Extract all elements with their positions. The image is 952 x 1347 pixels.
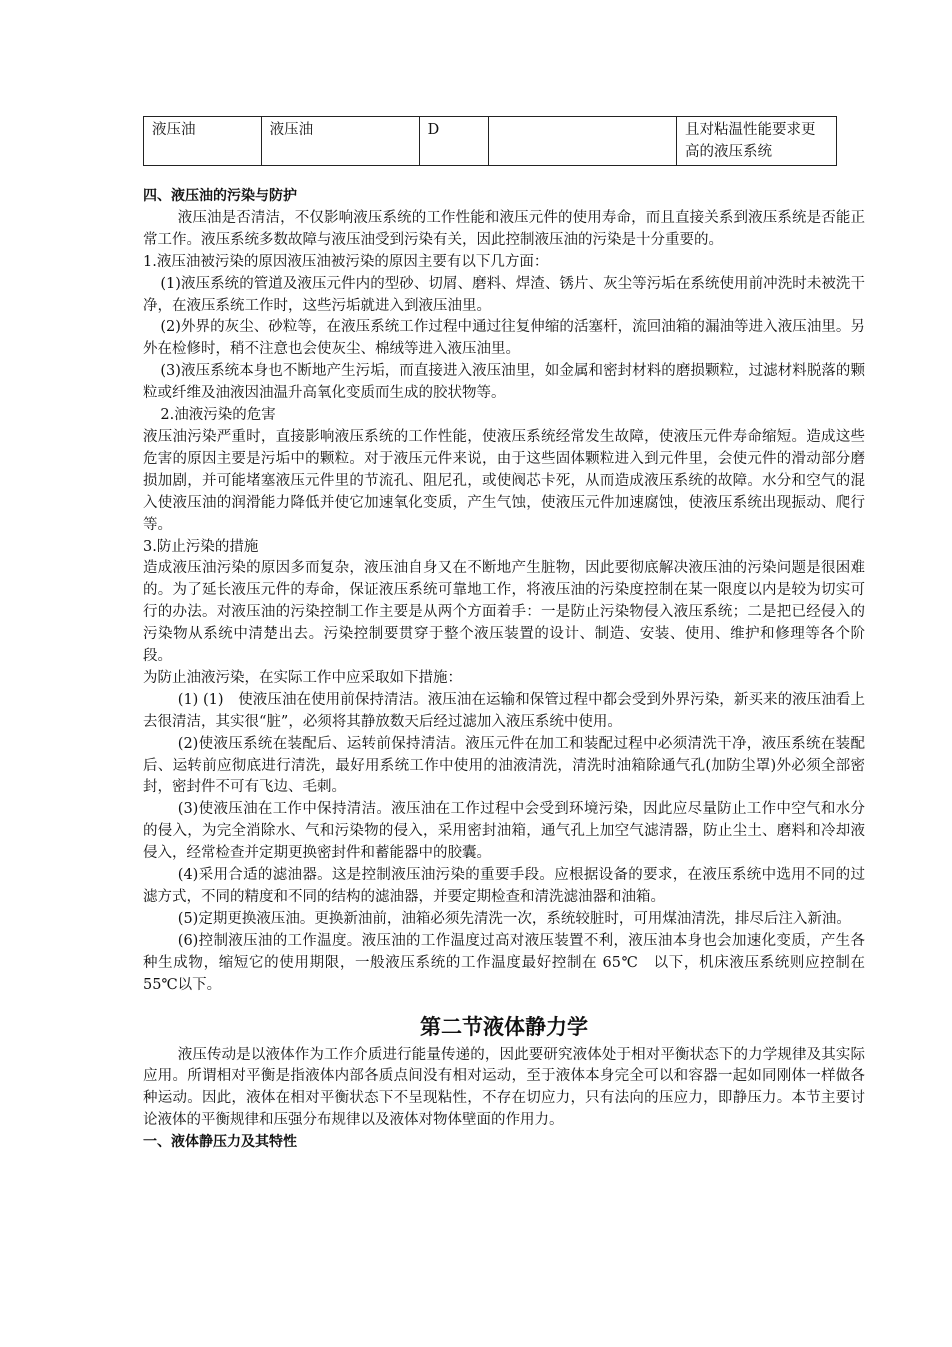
spec-table <box>143 116 837 166</box>
list-item: (4)采用合适的滤油器。这是控制液压油污染的重要手段。应根据设备的要求，在液压系统中选用不同的过滤方式，不同的精度和不同的结构的滤油器，并要定期检查和清洗滤油器和油箱。 <box>143 867 865 905</box>
paragraph: 液压传动是以液体作为工作介质进行能量传递的，因此要研究液体处于相对平衡状态下的力学规律及其实际应用。所谓相对平衡是指液体内部各质点间没有相对运动，至于液体本身完全可以和容器一起如同刚体一样做各种运动。因此，液体在相对平衡状态下不呈现粘性，不存在切应力，只有法向的压应力，即静压力。本节主要讨论液体的平衡规律和压强分布规律以及液体对物体壁面的作用力。 <box>143 1046 865 1129</box>
paragraph: (2)外界的灰尘、砂粒等，在液压系统工作过程中通过往复伸缩的活塞杆，流回油箱的漏油等进入液压油里。另外在检修时，稍不注意也会使灰尘、棉绒等进入液压油里。 <box>143 319 865 358</box>
table-cell: D <box>419 117 488 166</box>
paragraph: (3)液压系统本身也不断地产生污垢，而直接进入液压油里，如金属和密封材料的磨损颗粒，过滤材料脱落的颗粒或纤维及油液因油温升高氧化变质而生成的胶状物等。 <box>143 363 865 402</box>
table-cell: 液压油 <box>261 117 419 166</box>
paragraph: (1)液压系统的管道及液压元件内的型砂、切屑、磨料、焊渣、锈片、灰尘等污垢在系统使用前冲洗时未被洗干净，在液压系统工作时，这些污垢就进入到液压油里。 <box>143 275 865 314</box>
paragraph: 为防止油液污染，在实际工作中应采取如下措施： <box>143 669 462 686</box>
table-cell: 液压油 <box>144 117 262 166</box>
list-item: (6)控制液压油的工作温度。液压油的工作温度过高对液压装置不利，液压油本身也会加速化变质，产生各种生成物，缩短它的使用期限，一般液压系统的工作温度最好控制在 65℃ 以下，机床液压系统则应控制在 55℃以下。 <box>143 932 865 993</box>
list-item: (3)使液压油在工作中保持清洁。液压油在工作过程中会受到环境污染，因此应尽量防止工作中空气和水分的侵入，为完全消除水、气和污染物的侵入，采用密封油箱，通气孔上加空气滤清器，防止尘土、磨料和冷却液侵入，经常检查并定期更换密封件和蓄能器中的胶囊。 <box>143 801 865 862</box>
paragraph: 液压油是否清洁，不仅影响液压系统的工作性能和液压元件的使用寿命，而且直接关系到液压系统是否能正常工作。液压系统多数故障与液压油受到污染有关，因此控制液压油的污染是十分重要的。 <box>143 209 865 248</box>
section-heading: 四、液压油的污染与防护 <box>143 188 297 204</box>
subsection-title: 3.防止污染的措施 <box>143 538 259 555</box>
paragraph: 液压油污染严重时，直接影响液压系统的工作性能，使液压系统经常发生故障，使液压元件寿命缩短。造成这些危害的原因主要是污垢中的颗粒。对于液压元件来说，由于这些固体颗粒进入到元件里，会使元件的滑动部分磨损加剧，并可能堵塞液压元件里的节流孔、阻尼孔，或使阀芯卡死，从而造成液压系统的故障。水分和空气的混入使液压油的润滑能力降低并使它加速氧化变质，产生气蚀，使液压元件加速腐蚀，使液压系统出现振动、爬行等。 <box>143 428 865 533</box>
table-cell: 且对粘温性能要求更高的液压系统 <box>677 117 837 166</box>
list-item: (1) (1) 使液压油在使用前保持清洁。液压油在运输和保管过程中都会受到外界污染，新买来的液压油看上去很清洁，其实很“脏”，必须将其静放数天后经过滤加入液压系统中使用。 <box>143 691 865 730</box>
section-heading: 一、液体静压力及其特性 <box>143 1134 297 1151</box>
table-cell <box>488 117 676 166</box>
paragraph: 造成液压油污染的原因多而复杂，液压油自身又在不断地产生脏物，因此要彻底解决液压油的污染问题是很困难的。为了延长液压元件的寿命，保证液压系统可靠地工作，将液压油的污染度控制在某一限度以内是较为切实可行的办法。对液压油的污染控制工作主要是从两个方面着手：一是防止污染物侵入液压系统；二是把已经侵入的污染物从系统中清楚出去。污染控制要贯穿于整个液压装置的设计、制造、安装、使用、维护和修理等各个阶段。 <box>143 560 865 665</box>
list-item: (5)定期更换液压油。更换新油前，油箱必须先清洗一次，系统较脏时，可用煤油清洗，排尽后注入新油。 <box>177 910 851 927</box>
subsection-title: 1.液压油被污染的原因液压油被污染的原因主要有以下几方面： <box>143 253 549 270</box>
document-body <box>143 186 865 1154</box>
list-item: (2)使液压系统在装配后、运转前保持清洁。液压元件在加工和装配过程中必须清洗干净，液压系统在装配后、运转前应彻底进行清洗，最好用系统工作中使用的油液清洗，清洗时油箱除通气孔(加防尘罩)外必须全部密封，密封件不可有飞边、毛刺。 <box>143 735 865 796</box>
section-title: 第二节液体静力学 <box>420 1014 588 1039</box>
table-row <box>144 117 837 166</box>
subsection-title: 2.油液污染的危害 <box>160 407 276 424</box>
document-page <box>143 116 865 1154</box>
